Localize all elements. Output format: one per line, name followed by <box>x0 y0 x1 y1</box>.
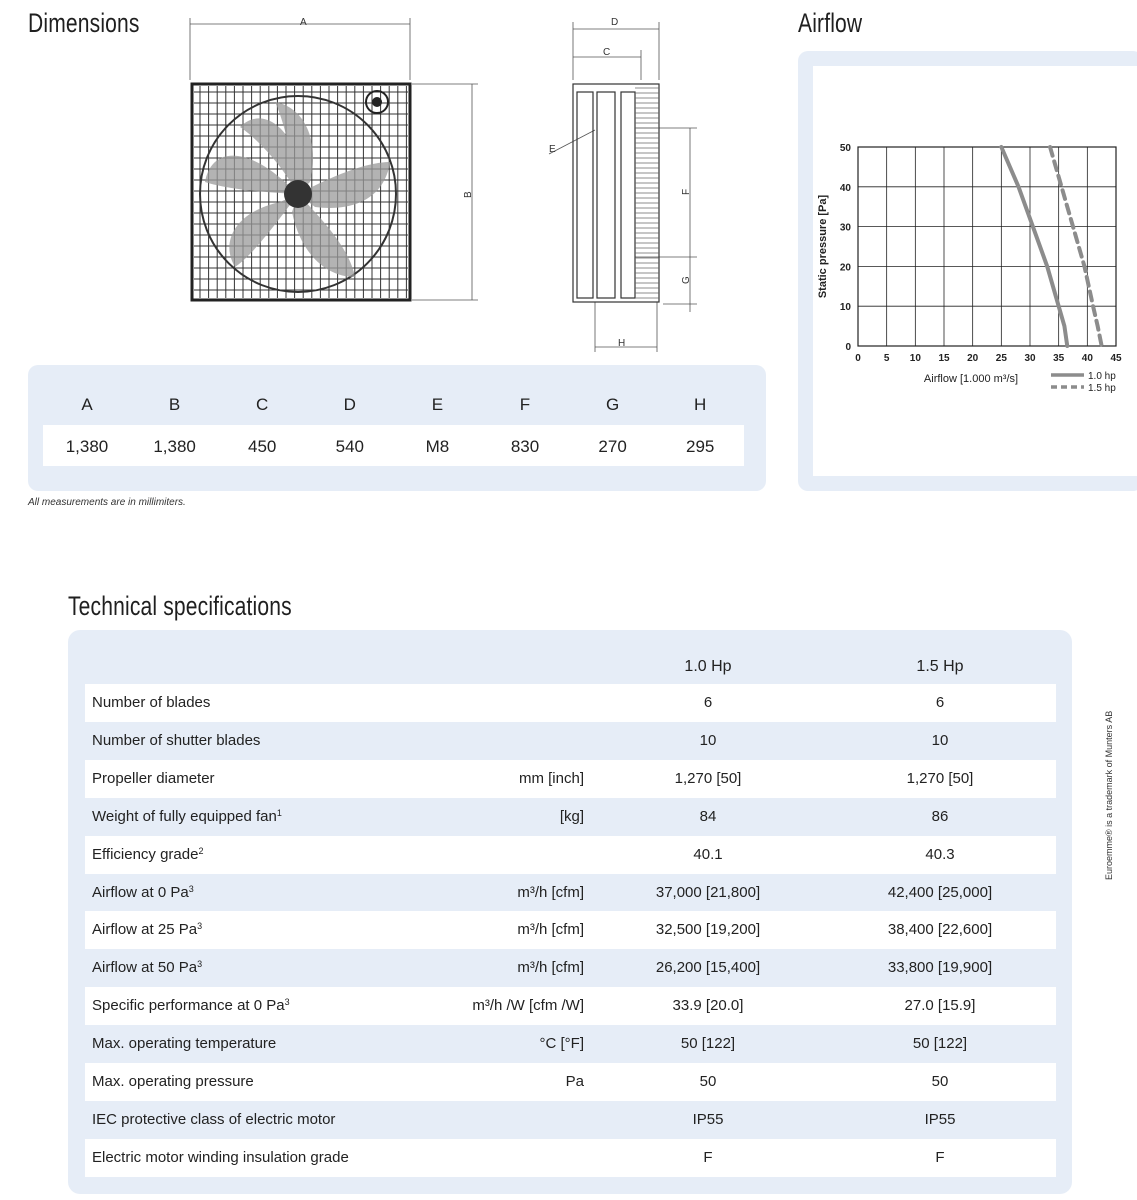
spec-label <box>92 808 282 825</box>
fan-front-view-drawing <box>180 12 490 312</box>
spec-label <box>92 921 202 938</box>
spec-unit: m³/h [cfm] <box>517 959 584 977</box>
dimension-label-a: A <box>300 17 307 28</box>
spec-label <box>92 997 290 1014</box>
spec-row <box>85 949 1056 987</box>
technical-specifications-title: Technical specifications <box>68 591 292 621</box>
dimension-value-h: 295 <box>686 437 715 456</box>
dimension-label-f: F <box>681 188 692 195</box>
x-tick-label: 40 <box>1081 353 1093 364</box>
spec-value-1-5-hp: 50 <box>931 1073 949 1090</box>
footnote-marker: 3 <box>284 997 290 1008</box>
x-tick-label: 25 <box>995 353 1007 364</box>
spec-value-1-0-hp: 32,500 [19,200] <box>655 921 761 939</box>
spec-row <box>85 836 1056 874</box>
spec-label-text: Efficiency grade <box>92 845 199 863</box>
footnote-marker: 1 <box>276 807 282 818</box>
spec-value-1-0-hp: 10 <box>699 731 717 749</box>
dimensions-title: Dimensions <box>28 8 140 38</box>
dimension-value-a: 1,380 <box>65 437 109 456</box>
dimension-label-c: C <box>603 47 611 58</box>
spec-value-1-5-hp: 38,400 [22,600] <box>887 921 993 939</box>
airflow-title: Airflow <box>798 8 863 38</box>
legend-label: 1.5 hp <box>1088 383 1116 394</box>
spec-row <box>85 874 1056 912</box>
dimension-header-e: E <box>431 395 444 414</box>
x-tick-label: 10 <box>909 353 921 364</box>
spec-label <box>92 1111 335 1128</box>
spec-label-text: Specific performance at 0 Pa <box>92 997 285 1015</box>
spec-row <box>85 1063 1056 1101</box>
spec-unit: m³/h [cfm] <box>517 921 584 939</box>
dimension-label-h: H <box>618 338 626 349</box>
spec-row <box>85 1025 1056 1063</box>
dimension-value-d: 540 <box>335 437 364 456</box>
spec-label <box>92 1073 254 1090</box>
dimension-header-b: B <box>168 395 181 414</box>
spec-label-text: Number of blades <box>92 694 211 711</box>
spec-value-1-5-hp: 1,270 [50] <box>906 769 974 787</box>
airflow-chart <box>813 66 1137 476</box>
spec-row <box>85 760 1056 798</box>
spec-row <box>85 798 1056 836</box>
dimension-header-f: F <box>519 395 531 414</box>
technical-specifications-table <box>68 630 1072 1194</box>
y-tick-label: 20 <box>839 262 851 274</box>
airflow-chart-panel <box>798 51 1137 491</box>
spec-value-1-0-hp: 33.9 [20.0] <box>672 997 744 1015</box>
x-tick-label: 20 <box>967 353 979 364</box>
spec-label <box>92 884 194 901</box>
dimension-label-e: E <box>549 144 556 155</box>
spec-value-1-0-hp: 6 <box>703 694 713 711</box>
spec-value-1-0-hp: IP55 <box>692 1110 724 1128</box>
spec-row <box>85 987 1056 1025</box>
x-axis-label: Airflow [1.000 m³/s] <box>923 373 1019 385</box>
spec-value-1-0-hp: 50 <box>699 1073 717 1090</box>
spec-row <box>85 1139 1056 1177</box>
spec-label-text: Weight of fully equipped fan <box>92 807 277 825</box>
y-tick-label: 0 <box>845 342 851 353</box>
spec-value-1-0-hp: 37,000 [21,800] <box>655 883 761 901</box>
spec-label-text: Electric motor winding insulation grade <box>92 1148 349 1166</box>
x-tick-label: 0 <box>855 353 861 364</box>
spec-label <box>92 959 202 976</box>
column-header-1-5-hp: 1.5 Hp <box>916 658 964 675</box>
y-axis-label: Static pressure [Pa] <box>817 194 829 299</box>
dimension-value-g: 270 <box>598 437 627 456</box>
spec-label <box>92 732 260 749</box>
spec-label-text: Airflow at 50 Pa <box>92 959 198 977</box>
dimension-value-b: 1,380 <box>153 437 196 456</box>
spec-unit: [kg] <box>559 807 584 825</box>
spec-label-text: Max. operating pressure <box>92 1073 254 1090</box>
spec-label <box>92 846 203 863</box>
spec-value-1-0-hp: 50 [122] <box>680 1035 736 1053</box>
series-line-1-5-hp <box>1050 147 1102 346</box>
spec-value-1-5-hp: 40.3 <box>925 845 955 863</box>
spec-unit: mm [inch] <box>518 769 584 787</box>
legend-label: 1.0 hp <box>1088 371 1116 382</box>
spec-value-1-5-hp: 6 <box>935 694 945 711</box>
spec-row <box>85 684 1056 722</box>
spec-label-text: Airflow at 0 Pa <box>92 883 189 901</box>
spec-unit: °C [°F] <box>539 1035 584 1053</box>
spec-row <box>85 911 1056 949</box>
spec-label-text: Number of shutter blades <box>92 731 261 749</box>
spec-value-1-0-hp: 40.1 <box>693 845 723 863</box>
trademark-note: Euroemme® is a trademark of Munters AB <box>1104 710 1114 880</box>
spec-value-1-0-hp: F <box>703 1148 713 1166</box>
x-tick-label: 45 <box>1110 353 1122 364</box>
dimension-value-f: 830 <box>510 437 540 456</box>
y-tick-label: 30 <box>839 222 851 234</box>
measurement-note: All measurements are in millimiters. <box>28 497 186 508</box>
spec-value-1-0-hp: 26,200 [15,400] <box>655 959 761 977</box>
fan-side-profile <box>573 84 659 302</box>
column-header-1-0-hp: 1.0 Hp <box>684 658 732 675</box>
dimension-header-a: A <box>81 395 93 414</box>
dimension-header-c: C <box>256 395 269 414</box>
y-tick-label: 10 <box>839 302 851 314</box>
x-tick-label: 30 <box>1024 353 1036 364</box>
spec-unit: m³/h /W [cfm /W] <box>472 997 584 1015</box>
dimension-header-g: G <box>605 395 620 414</box>
spec-label <box>92 1035 276 1052</box>
x-tick-label: 5 <box>883 353 890 364</box>
spec-value-1-0-hp: 84 <box>699 807 717 825</box>
spec-unit: Pa <box>565 1073 584 1090</box>
spec-label <box>92 770 215 787</box>
fan-housing <box>192 84 410 300</box>
x-tick-label: 15 <box>938 353 950 364</box>
dimensions-table <box>28 365 766 491</box>
dimension-label-b: B <box>463 191 474 198</box>
spec-value-1-5-hp: 86 <box>931 807 949 825</box>
footnote-marker: 3 <box>197 959 203 970</box>
spec-value-1-5-hp: 42,400 [25,000] <box>887 883 993 901</box>
spec-row <box>85 722 1056 760</box>
dimension-value-e: M8 <box>425 437 450 456</box>
spec-row <box>85 1101 1056 1139</box>
plot-frame <box>858 147 1116 346</box>
y-tick-label: 40 <box>839 182 851 194</box>
spec-value-1-0-hp: 1,270 [50] <box>674 769 742 787</box>
spec-label-text: Propeller diameter <box>92 769 215 787</box>
footnote-marker: 3 <box>188 883 194 894</box>
spec-value-1-5-hp: 50 [122] <box>912 1035 968 1053</box>
dimension-value-c: 450 <box>248 437 277 456</box>
spec-label-text: IEC protective class of electric motor <box>92 1110 336 1128</box>
dimension-header-h: H <box>694 395 707 414</box>
footnote-marker: 2 <box>198 845 204 856</box>
spec-value-1-5-hp: 10 <box>931 731 949 749</box>
y-tick-label: 50 <box>839 143 851 154</box>
spec-label-text: Airflow at 25 Pa <box>92 921 198 939</box>
fan-side-view-drawing <box>545 12 725 357</box>
spec-value-1-5-hp: 27.0 [15.9] <box>904 997 976 1015</box>
footnote-marker: 3 <box>197 921 203 932</box>
spec-label <box>92 1149 349 1166</box>
spec-value-1-5-hp: IP55 <box>924 1110 956 1128</box>
spec-label-text: Max. operating temperature <box>92 1035 277 1053</box>
spec-value-1-5-hp: F <box>935 1148 945 1166</box>
spec-label <box>92 694 210 711</box>
dimension-header-d: D <box>343 395 356 414</box>
spec-value-1-5-hp: 33,800 [19,900] <box>887 959 993 977</box>
airflow-chart-svg <box>813 66 1137 476</box>
spec-unit: m³/h [cfm] <box>517 883 584 901</box>
dimension-label-d: D <box>611 17 619 28</box>
dimension-label-g: G <box>681 276 692 284</box>
x-tick-label: 35 <box>1053 353 1065 364</box>
